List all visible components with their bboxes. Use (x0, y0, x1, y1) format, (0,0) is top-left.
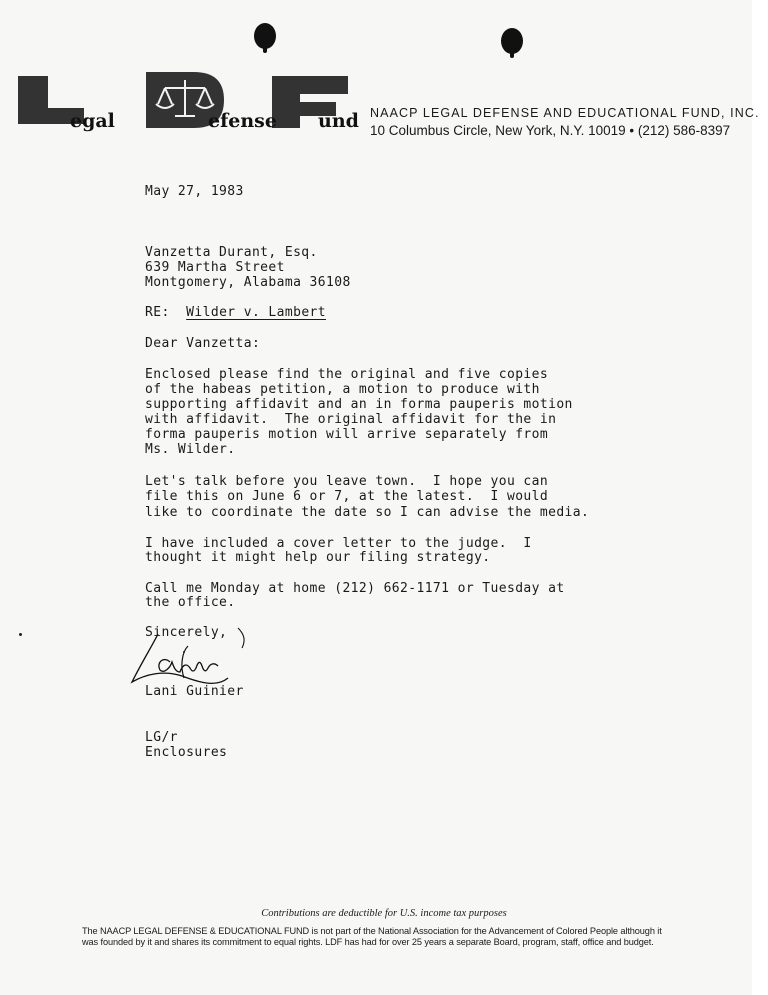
footer-disclaimer-line-1: The NAACP LEGAL DEFENSE & EDUCATIONAL FUND is not part of the National Association for the Advancement of Colored People although it (82, 926, 662, 936)
logo-word-legal: egal (70, 110, 115, 132)
scan-speck (183, 651, 185, 653)
re-line (145, 305, 326, 320)
paragraph-2-line: Let's talk before you leave town. I hope you can (145, 474, 549, 489)
footer-disclaimer (82, 926, 682, 948)
org-block (370, 106, 760, 138)
logo-word-fund: und (318, 110, 359, 132)
paragraph-1-line: of the habeas petition, a motion to produce with (145, 382, 540, 397)
scan-speck (19, 633, 22, 636)
punch-hole-left (254, 23, 276, 49)
closing: Sincerely, (145, 625, 228, 640)
footer-disclaimer-line-2: was founded by it and shares its commitment to equal rights. LDF has had for over 25 years a separate Board, program, staff, office and budget. (82, 937, 654, 947)
paragraph-1-line: forma pauperis motion will arrive separately from (145, 427, 549, 442)
punch-hole-right (501, 28, 523, 54)
logo-word-defense: efense (208, 110, 277, 132)
paragraph-1-line: with affidavit. The original affidavit for the in (145, 412, 557, 427)
re-case: Wilder v. Lambert (186, 305, 327, 320)
paragraph-2-line: file this on June 6 or 7, at the latest. I would (145, 489, 549, 504)
org-name: NAACP LEGAL DEFENSE AND EDUCATIONAL FUND, INC. (370, 106, 760, 120)
recipient-city: Montgomery, Alabama 36108 (145, 275, 351, 290)
footer-tax-note: Contributions are deductible for U.S. income tax purposes (261, 908, 507, 919)
paragraph-1-line: Ms. Wilder. (145, 442, 236, 457)
initials: LG/r (145, 730, 178, 745)
recipient-name: Vanzetta Durant, Esq. (145, 245, 318, 260)
paragraph-1-line: Enclosed please find the original and five copies (145, 367, 549, 382)
org-address: 10 Columbus Circle, New York, N.Y. 10019 • (212) 586-8397 (370, 123, 731, 138)
enclosures: Enclosures (145, 745, 228, 760)
page-edge (752, 0, 768, 995)
paragraph-1-line: supporting affidavit and an in forma pauperis motion (145, 397, 573, 412)
recipient-street: 639 Martha Street (145, 260, 285, 275)
re-label: RE: (145, 305, 170, 320)
ldf-logo-graphic (18, 72, 358, 134)
signer-name: Lani Guinier (145, 684, 244, 699)
paragraph-3-line: I have included a cover letter to the judge. I (145, 536, 532, 551)
ldf-logo (18, 72, 358, 134)
paragraph-3-line: thought it might help our filing strategy. (145, 550, 491, 565)
paragraph-4-line: Call me Monday at home (212) 662-1171 or Tuesday at (145, 581, 565, 596)
salutation: Dear Vanzetta: (145, 336, 261, 351)
letter-date: May 27, 1983 (145, 184, 244, 199)
paragraph-4-line: the office. (145, 595, 236, 610)
paragraph-2-line: like to coordinate the date so I can advise the media. (145, 505, 590, 520)
